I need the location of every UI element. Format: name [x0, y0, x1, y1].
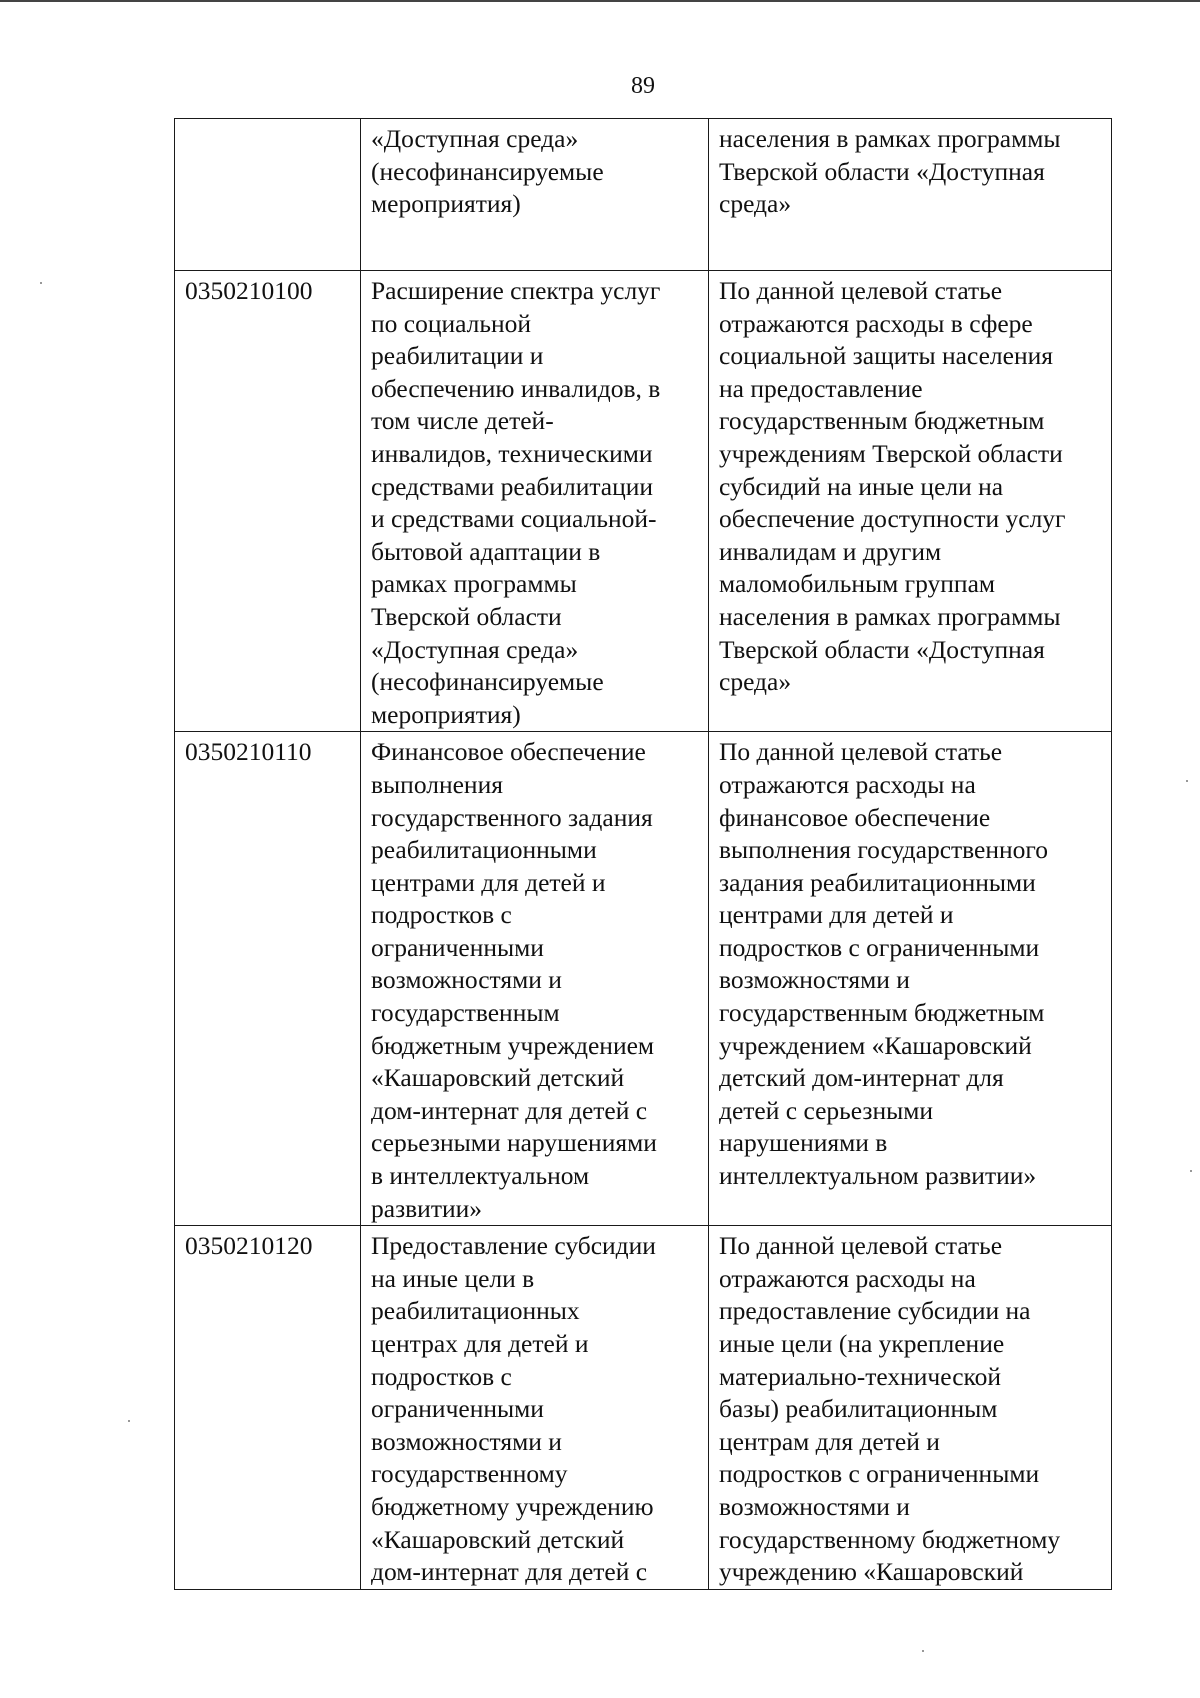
name-cell	[361, 1226, 709, 1590]
description-cell	[709, 732, 1112, 1226]
name-cell	[361, 119, 709, 271]
target-article-code: 0350210120	[185, 1231, 313, 1261]
scan-speck	[1190, 1170, 1192, 1172]
description-cell	[709, 1226, 1112, 1590]
target-article-description: населения в рамках программы Тверской области «Доступная среда»	[719, 124, 1061, 219]
budget-classification-table	[174, 118, 1112, 1590]
target-article-name: Расширение спектра услуг по социальной реабилитации и обеспечению инвалидов, в том числе детей- инвалидов, техническими средствами реабилитации и средствами социальной- бытовой адаптации в рамках программы Тверской области «Доступная среда» (несофинансируемые мероприятия)	[371, 276, 661, 729]
name-cell	[361, 271, 709, 732]
scan-speck	[922, 1650, 924, 1652]
scan-speck	[128, 1420, 130, 1422]
table-row	[175, 1226, 1112, 1590]
target-article-description: По данной целевой статье отражаются расходы на финансовое обеспечение выполнения государственного задания реабилитационными центрами для детей и подростков с ограниченными возможностями и государственным бюджетным учреждением «Кашаровский детский дом-интернат для детей с серьезными нарушениями в интеллектуальном развитии»	[719, 737, 1048, 1191]
table-row	[175, 119, 1112, 271]
code-cell	[175, 1226, 361, 1590]
code-cell	[175, 119, 361, 271]
target-article-name: «Доступная среда» (несофинансируемые мероприятия)	[371, 124, 604, 219]
scan-speck	[1186, 780, 1188, 782]
target-article-name: Финансовое обеспечение выполнения государственного задания реабилитационными центрами для детей и подростков с ограниченными возможностями и государственным бюджетным учреждением «Кашаровский детский дом-интернат для детей с серьезными нарушениями в интеллектуальном развитии»	[371, 737, 657, 1223]
name-cell	[361, 732, 709, 1226]
code-cell	[175, 732, 361, 1226]
target-article-description: По данной целевой статье отражаются расходы на предоставление субсидии на иные цели (на укрепление материально-технической базы) реабилитационным центрам для детей и подростков с ограниченными возможностями и государственному бюджетному учреждению «Кашаровский	[719, 1231, 1061, 1587]
table-row	[175, 732, 1112, 1226]
table-row	[175, 271, 1112, 732]
target-article-name: Предоставление субсидии на иные цели в реабилитационных центрах для детей и подростков с ограниченными возможностями и государственному бюджетному учреждению «Кашаровский детский дом-интернат для детей с	[371, 1231, 656, 1587]
page-number: 89	[631, 73, 655, 99]
scan-top-edge	[0, 0, 1200, 2]
description-cell	[709, 119, 1112, 271]
scan-speck	[40, 282, 42, 284]
target-article-description: По данной целевой статье отражаются расходы в сфере социальной защиты населения на предоставление государственным бюджетным учреждениям Тверской области субсидий на иные цели на обеспечение доступности услуг инвалидам и другим маломобильным группам населения в рамках программы Тверской области «Доступная среда»	[719, 276, 1066, 697]
target-article-code: 0350210110	[185, 737, 312, 767]
description-cell	[709, 271, 1112, 732]
target-article-code: 0350210100	[185, 276, 313, 305]
code-cell	[175, 271, 361, 732]
